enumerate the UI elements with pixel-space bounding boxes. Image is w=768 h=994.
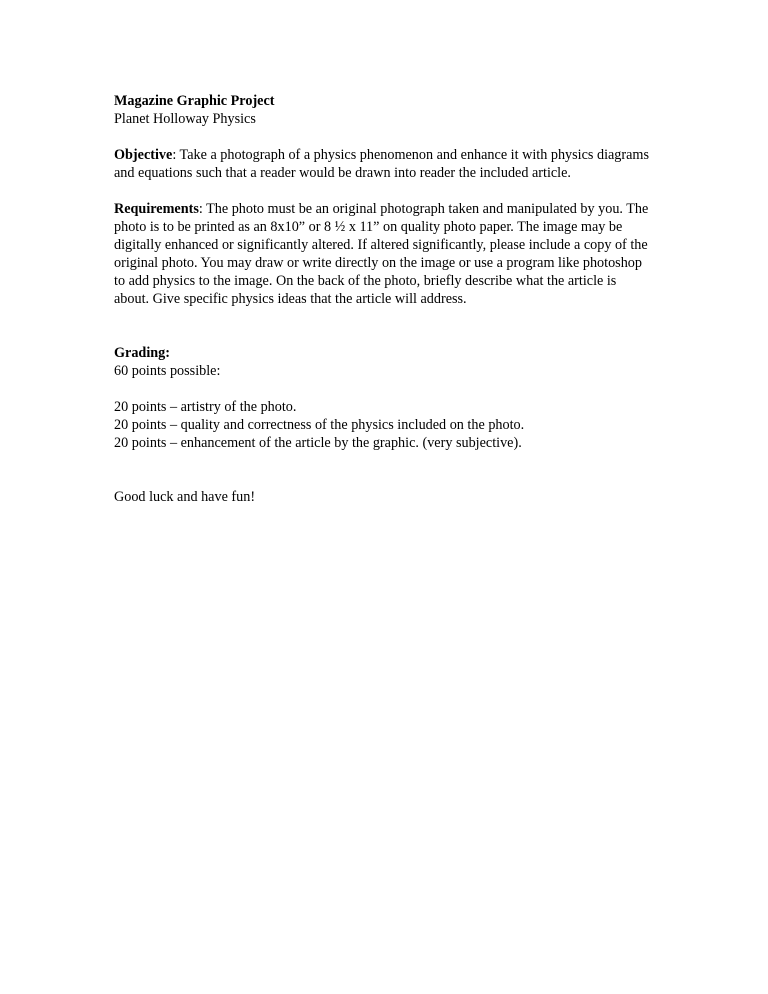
document-subtitle: Planet Holloway Physics	[114, 111, 256, 127]
document-content	[114, 92, 654, 506]
grading-possible: 60 points possible:	[114, 363, 221, 379]
grading-item: 20 points – quality and correctness of the physics included on the photo.	[114, 417, 525, 433]
spacer	[114, 452, 654, 488]
requirements-label: Requirements	[114, 201, 199, 217]
spacer	[114, 308, 654, 344]
spacer	[114, 380, 654, 398]
document-title: Magazine Graphic Project	[114, 93, 275, 109]
requirements-text: : The photo must be an original photograph taken and manipulated by you. The photo is to be printed as an 8x10” or 8 ½ x 11” on quality photo paper. The image may be digitally enhanced or significantly altered. If altered significantly, please include a copy of the original photo. You may draw or write directly on the image or use a program like photoshop to add physics to the image. On the back of the photo, briefly describe what the article is about. Give specific physics ideas that the article will address.	[114, 201, 649, 307]
objective-label: Objective	[114, 147, 173, 163]
objective-text: : Take a photograph of a physics phenomenon and enhance it with physics diagrams and equations such that a reader would be drawn into reader the included article.	[114, 147, 649, 181]
spacer	[114, 128, 654, 146]
grading-heading: Grading:	[114, 345, 170, 361]
objective-paragraph	[114, 146, 654, 182]
grading-item: 20 points – artistry of the photo.	[114, 399, 297, 415]
spacer	[114, 182, 654, 200]
requirements-paragraph	[114, 200, 654, 308]
grading-item: 20 points – enhancement of the article by the graphic. (very subjective).	[114, 435, 522, 451]
closing-line: Good luck and have fun!	[114, 489, 256, 505]
